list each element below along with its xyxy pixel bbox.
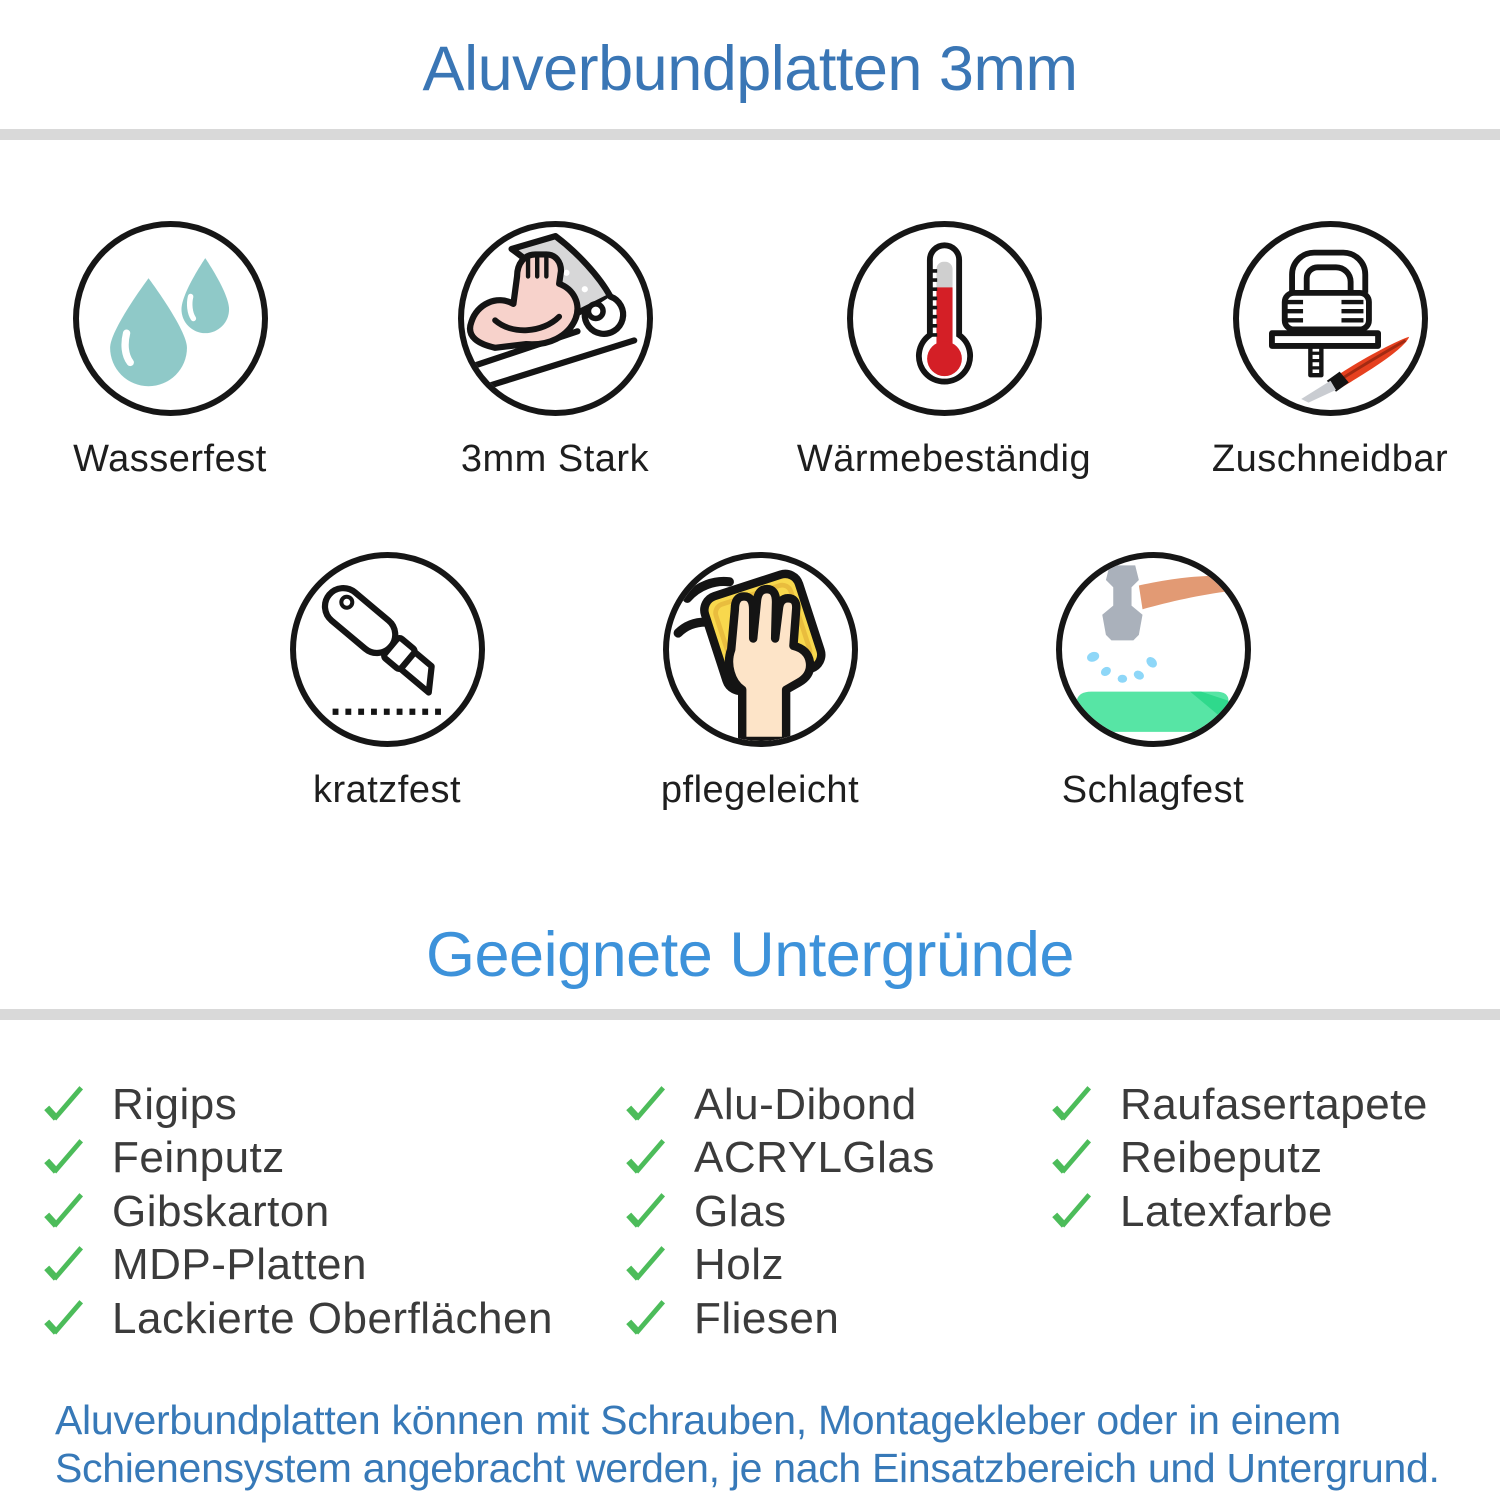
feature-zuschneidbar xyxy=(1160,221,1500,481)
checkmark-icon xyxy=(40,1242,86,1288)
substrate-item xyxy=(622,1239,935,1293)
substrate-item xyxy=(622,1185,935,1239)
divider-bar-top xyxy=(0,129,1500,140)
substrate-item xyxy=(1048,1078,1428,1132)
feature-waermebestaendig xyxy=(774,221,1114,481)
page-title: Aluverbundplatten 3mm xyxy=(422,34,1078,104)
substrate-item xyxy=(1048,1185,1428,1239)
cleaning-hand-icon xyxy=(663,552,858,747)
substrate-label: MDP-Platten xyxy=(112,1240,367,1290)
substrate-label: Rigips xyxy=(112,1079,238,1129)
substrate-label: Holz xyxy=(694,1240,785,1290)
feature-label: Wasserfest xyxy=(73,438,267,480)
substrate-item xyxy=(40,1185,553,1239)
feature-label: pflegeleicht xyxy=(660,769,860,811)
checkmark-icon xyxy=(40,1135,86,1181)
footer-line-1: Aluverbundplatten können mit Schrauben, Montagekleber oder in einem xyxy=(55,1397,1341,1443)
checkmark-icon xyxy=(40,1296,86,1342)
feature-label: Schlagfest xyxy=(1061,769,1245,811)
feature-label: 3mm Stark xyxy=(460,438,650,480)
substrate-label: Raufasertapete xyxy=(1120,1079,1428,1129)
section-title: Geeignete Untergründe xyxy=(426,920,1074,990)
substrate-item xyxy=(40,1132,553,1186)
checkmark-icon xyxy=(1048,1135,1094,1181)
hammer-icon xyxy=(1056,552,1251,747)
substrate-item xyxy=(622,1292,935,1346)
substrate-label: Alu-Dibond xyxy=(694,1079,917,1129)
substrates-column-2 xyxy=(622,1078,935,1346)
muscle-arm-icon xyxy=(458,221,653,416)
substrates-column-1 xyxy=(40,1078,553,1346)
substrate-label: Fliesen xyxy=(694,1293,840,1343)
feature-label: Zuschneidbar xyxy=(1211,438,1449,480)
substrate-label: Feinputz xyxy=(112,1133,285,1183)
substrate-item xyxy=(40,1078,553,1132)
checkmark-icon xyxy=(1048,1082,1094,1128)
feature-kratzfest xyxy=(217,552,557,812)
checkmark-icon xyxy=(622,1082,668,1128)
divider-bar-middle xyxy=(0,1009,1500,1020)
substrate-label: Glas xyxy=(694,1186,787,1236)
substrate-item xyxy=(1048,1132,1428,1186)
checkmark-icon xyxy=(622,1242,668,1288)
substrates-column-3 xyxy=(1048,1078,1428,1239)
checkmark-icon xyxy=(40,1082,86,1128)
substrate-item xyxy=(40,1239,553,1293)
water-drops-icon xyxy=(73,221,268,416)
feature-3mm-stark xyxy=(385,221,725,481)
substrate-label: Gibskarton xyxy=(112,1186,330,1236)
thermometer-icon xyxy=(847,221,1042,416)
feature-label: kratzfest xyxy=(312,769,462,811)
utility-knife-icon xyxy=(290,552,485,747)
checkmark-icon xyxy=(1048,1189,1094,1235)
substrate-label: Lackierte Oberflächen xyxy=(112,1293,553,1343)
feature-pflegeleicht xyxy=(590,552,930,812)
checkmark-icon xyxy=(622,1296,668,1342)
feature-label: Wärmebeständig xyxy=(796,438,1092,480)
substrate-item xyxy=(622,1078,935,1132)
checkmark-icon xyxy=(622,1135,668,1181)
footer-line-2: Schienensystem angebracht werden, je nach Einsatzbereich und Untergrund. xyxy=(55,1445,1440,1491)
feature-wasserfest xyxy=(0,221,340,481)
footer-note xyxy=(55,1396,1440,1492)
substrate-label: Reibeputz xyxy=(1120,1133,1323,1183)
feature-schlagfest xyxy=(983,552,1323,812)
checkmark-icon xyxy=(40,1189,86,1235)
substrate-item xyxy=(40,1292,553,1346)
substrate-label: ACRYLGlas xyxy=(694,1133,935,1183)
substrate-label: Latexfarbe xyxy=(1120,1186,1333,1236)
jigsaw-icon xyxy=(1233,221,1428,416)
checkmark-icon xyxy=(622,1189,668,1235)
substrate-item xyxy=(622,1132,935,1186)
